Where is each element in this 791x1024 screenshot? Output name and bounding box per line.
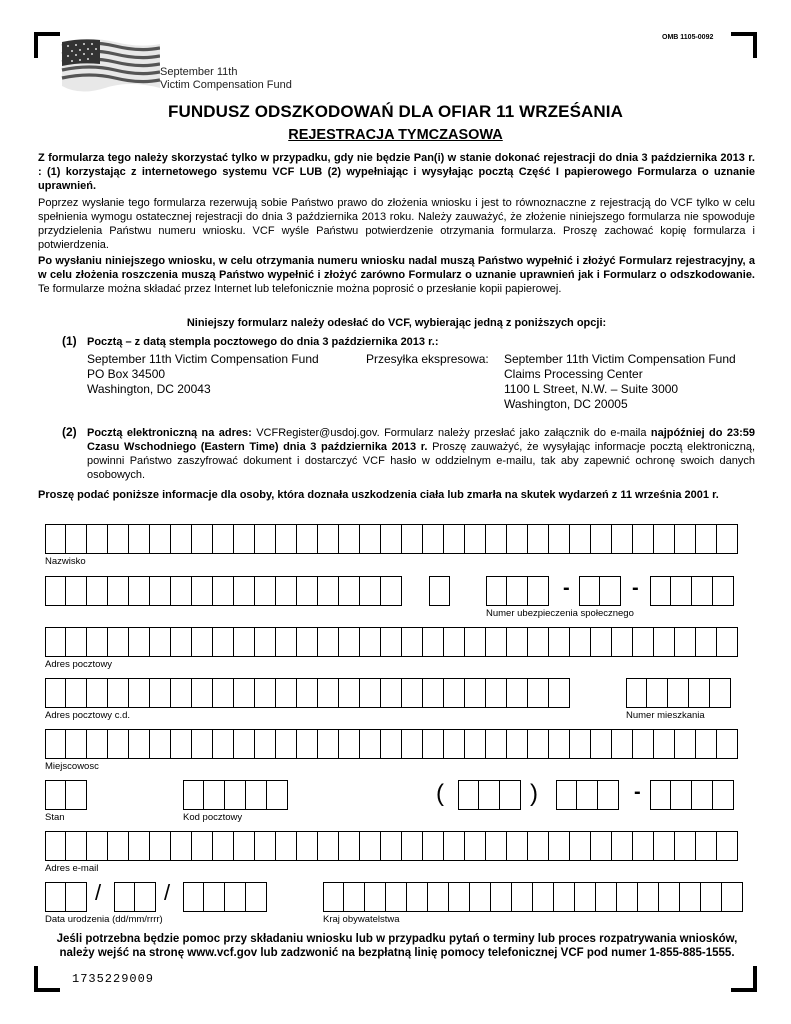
logo-text: September 11th Victim Compensation Fund — [160, 66, 292, 91]
dob-slash: / — [164, 880, 171, 905]
country-boxes[interactable] — [323, 882, 743, 912]
corner-mark — [34, 966, 60, 992]
entry-box[interactable] — [45, 729, 66, 759]
entry-box[interactable] — [234, 627, 255, 657]
entry-box[interactable] — [246, 882, 267, 912]
surname-label: Nazwisko — [45, 556, 86, 567]
entry-box[interactable] — [108, 627, 129, 657]
entry-box[interactable] — [66, 576, 87, 606]
entry-box[interactable] — [612, 627, 633, 657]
entry-box[interactable] — [717, 729, 738, 759]
entry-box[interactable] — [570, 831, 591, 861]
info-instruction: Proszę podać poniższe informacje dla osoby, która doznała uszkodzenia ciała lub zmarła na skutek wydarzeń z 11 września 2001 r. — [38, 489, 719, 501]
entry-box[interactable] — [596, 882, 617, 912]
entry-box[interactable] — [255, 627, 276, 657]
entry-box[interactable] — [381, 729, 402, 759]
entry-box[interactable] — [512, 882, 533, 912]
entry-box[interactable] — [213, 524, 234, 554]
option2-number: (2) — [62, 425, 77, 439]
entry-box[interactable] — [171, 729, 192, 759]
entry-box[interactable] — [386, 882, 407, 912]
entry-box[interactable] — [66, 678, 87, 708]
entry-box[interactable] — [234, 831, 255, 861]
entry-box[interactable] — [465, 524, 486, 554]
option1-number: (1) — [62, 334, 77, 348]
dob-label: Data urodzenia (dd/mm/rrrr) — [45, 914, 163, 925]
entry-box[interactable] — [66, 524, 87, 554]
entry-box[interactable] — [591, 729, 612, 759]
entry-box[interactable] — [575, 882, 596, 912]
entry-box[interactable] — [45, 627, 66, 657]
express-address: September 11th Victim Compensation Fund Claims Processing Center 1100 L Street, N.W. – Suite 3000 Washington, DC 20005 — [504, 352, 736, 411]
entry-box[interactable] — [654, 729, 675, 759]
mail-address: September 11th Victim Compensation Fund PO Box 34500 Washington, DC 20043 — [87, 352, 319, 396]
page-subtitle: REJESTRACJA TYMCZASOWA — [288, 127, 503, 143]
entry-box[interactable] — [713, 576, 734, 606]
entry-box[interactable] — [617, 882, 638, 912]
entry-box[interactable] — [204, 780, 225, 810]
entry-box[interactable] — [344, 882, 365, 912]
ssn-part3-boxes[interactable] — [650, 576, 734, 606]
entry-box[interactable] — [171, 627, 192, 657]
entry-box[interactable] — [671, 576, 692, 606]
entry-box[interactable] — [255, 678, 276, 708]
entry-box[interactable] — [45, 831, 66, 861]
address2-label: Adres pocztowy c.d. — [45, 710, 131, 721]
entry-box[interactable] — [713, 780, 734, 810]
entry-box[interactable] — [183, 882, 204, 912]
entry-box[interactable] — [486, 729, 507, 759]
intro-paragraph: Z formularza tego należy skorzystać tylko w przypadku, gdy nie będzie Pan(i) w stanie dokonać rejestracji do dnia 3 października 2013 r. : (1) korzystając z internetowego systemu VCF LUB (2) wypełniając i wysyłając pocztą Część I papierowego Formularza o uznanie uprawnień. — [38, 152, 755, 192]
entry-box[interactable] — [339, 678, 360, 708]
entry-box[interactable] — [234, 678, 255, 708]
entry-box[interactable] — [549, 831, 570, 861]
entry-box[interactable] — [486, 576, 507, 606]
entry-box[interactable] — [556, 780, 577, 810]
entry-box[interactable] — [486, 524, 507, 554]
express-label: Przesyłka ekspresowa: — [366, 352, 489, 366]
entry-box[interactable] — [114, 882, 135, 912]
entry-box[interactable] — [213, 627, 234, 657]
entry-box[interactable] — [365, 882, 386, 912]
entry-box[interactable] — [692, 780, 713, 810]
entry-box[interactable] — [407, 882, 428, 912]
entry-box[interactable] — [150, 729, 171, 759]
entry-box[interactable] — [507, 576, 528, 606]
entry-box[interactable] — [717, 524, 738, 554]
entry-box[interactable] — [423, 627, 444, 657]
entry-box[interactable] — [549, 678, 570, 708]
entry-box[interactable] — [318, 576, 339, 606]
entry-box[interactable] — [549, 627, 570, 657]
entry-box[interactable] — [234, 576, 255, 606]
entry-box[interactable] — [633, 729, 654, 759]
entry-box[interactable] — [507, 729, 528, 759]
next-steps-paragraph: Po wysłaniu niniejszego wniosku, w celu otrzymania numeru wniosku nadal muszą Państwo wypełnić i złożyć Formularz rejestracyjny, a w celu złożenia roszczenia muszą Państwo wypełnić i złożyć zarówno Formularz o uznanie uprawnień jak i Formularz o odszkodowanie. Te formularze można składać przez Internet lub telefonicznie można poprosić o przesłanie kopii papierowej. — [38, 255, 755, 295]
entry-box[interactable] — [297, 831, 318, 861]
option1-title: Pocztą – z datą stempla pocztowego do dnia 3 października 2013 r.: — [87, 336, 439, 348]
entry-box[interactable] — [129, 831, 150, 861]
entry-box[interactable] — [108, 576, 129, 606]
entry-box[interactable] — [87, 831, 108, 861]
entry-box[interactable] — [554, 882, 575, 912]
entry-box[interactable] — [381, 524, 402, 554]
help-text: Jeśli potrzebna będzie pomoc przy składaniu wniosku lub w przypadku pytań o terminy lub proces rozpatrywania wniosków, należy wejść na stronę www.vcf.gov lub zadzwonić na bezpłatną linię pomocy telefonicznej VCF pod numer 1-855-885-1555. — [56, 933, 738, 959]
entry-box[interactable] — [297, 627, 318, 657]
entry-box[interactable] — [654, 627, 675, 657]
entry-box[interactable] — [638, 882, 659, 912]
entry-box[interactable] — [381, 831, 402, 861]
entry-box[interactable] — [444, 627, 465, 657]
entry-box[interactable] — [192, 678, 213, 708]
city-boxes[interactable] — [45, 729, 738, 759]
entry-box[interactable] — [45, 678, 66, 708]
entry-box[interactable] — [458, 780, 479, 810]
entry-box[interactable] — [528, 729, 549, 759]
page-title: FUNDUSZ ODSZKODOWAŃ DLA OFIAR 11 WRZEŚANIA — [167, 102, 623, 121]
entry-box[interactable] — [297, 678, 318, 708]
entry-box[interactable] — [444, 831, 465, 861]
entry-box[interactable] — [549, 729, 570, 759]
entry-box[interactable] — [423, 729, 444, 759]
address-label: Adres pocztowy — [45, 659, 113, 670]
entry-box[interactable] — [444, 678, 465, 708]
phone-paren-close: ) — [530, 780, 538, 807]
entry-box[interactable] — [267, 780, 288, 810]
entry-box[interactable] — [675, 627, 696, 657]
vcf-email-link[interactable]: VCFRegister@usdoj.gov. — [251, 427, 380, 439]
entry-box[interactable] — [150, 524, 171, 554]
dob-year-boxes[interactable] — [183, 882, 267, 912]
dob-slash: / — [95, 880, 102, 905]
entry-box[interactable] — [423, 524, 444, 554]
entry-box[interactable] — [402, 729, 423, 759]
entry-box[interactable] — [717, 627, 738, 657]
entry-box[interactable] — [402, 524, 423, 554]
address2-boxes[interactable] — [45, 678, 570, 708]
entry-box[interactable] — [647, 678, 668, 708]
entry-box[interactable] — [570, 729, 591, 759]
entry-box[interactable] — [276, 524, 297, 554]
entry-box[interactable] — [701, 882, 722, 912]
entry-box[interactable] — [360, 831, 381, 861]
entry-box[interactable] — [360, 627, 381, 657]
entry-box[interactable] — [213, 576, 234, 606]
phone-line-boxes[interactable] — [650, 780, 734, 810]
entry-box[interactable] — [722, 882, 743, 912]
entry-box[interactable] — [276, 576, 297, 606]
zip-label: Kod pocztowy — [183, 812, 243, 823]
entry-box[interactable] — [171, 524, 192, 554]
entry-box[interactable] — [600, 576, 621, 606]
entry-box[interactable] — [297, 576, 318, 606]
ssn-dash: - — [632, 577, 639, 599]
omb-number: OMB 1105-0092 — [662, 34, 714, 41]
entry-box[interactable] — [423, 831, 444, 861]
entry-box[interactable] — [255, 729, 276, 759]
ssn-part1-boxes[interactable] — [486, 576, 549, 606]
entry-box[interactable] — [528, 678, 549, 708]
entry-box[interactable] — [87, 678, 108, 708]
entry-box[interactable] — [444, 729, 465, 759]
entry-box[interactable] — [675, 831, 696, 861]
entry-box[interactable] — [696, 524, 717, 554]
country-label: Kraj obywatelstwa — [323, 914, 400, 925]
entry-box[interactable] — [692, 576, 713, 606]
entry-box[interactable] — [339, 729, 360, 759]
entry-box[interactable] — [402, 678, 423, 708]
entry-box[interactable] — [528, 524, 549, 554]
surname-boxes[interactable] — [45, 524, 738, 554]
entry-box[interactable] — [710, 678, 731, 708]
entry-box[interactable] — [45, 524, 66, 554]
phone-dash: - — [634, 781, 641, 803]
entry-box[interactable] — [680, 882, 701, 912]
entry-box[interactable] — [528, 831, 549, 861]
entry-box[interactable] — [234, 524, 255, 554]
entry-box[interactable] — [150, 576, 171, 606]
entry-box[interactable] — [654, 831, 675, 861]
entry-box[interactable] — [339, 627, 360, 657]
entry-box[interactable] — [129, 678, 150, 708]
entry-box[interactable] — [360, 576, 381, 606]
entry-box[interactable] — [675, 729, 696, 759]
dob-day-boxes[interactable] — [45, 882, 87, 912]
entry-box[interactable] — [276, 831, 297, 861]
entry-box[interactable] — [449, 882, 470, 912]
entry-box[interactable] — [339, 831, 360, 861]
phone-area-boxes[interactable] — [458, 780, 521, 810]
entry-box[interactable] — [381, 576, 402, 606]
entry-box[interactable] — [696, 729, 717, 759]
entry-box[interactable] — [276, 678, 297, 708]
entry-box[interactable] — [500, 780, 521, 810]
entry-box[interactable] — [633, 627, 654, 657]
entry-box[interactable] — [470, 882, 491, 912]
send-instruction: Niniejszy formularz należy odesłać do VCF, wybierając jedną z poniższych opcji: — [186, 317, 607, 329]
entry-box[interactable] — [612, 524, 633, 554]
entry-box[interactable] — [66, 780, 87, 810]
entry-box[interactable] — [533, 882, 554, 912]
entry-box[interactable] — [129, 729, 150, 759]
corner-mark — [34, 32, 60, 58]
entry-box[interactable] — [465, 678, 486, 708]
entry-box[interactable] — [577, 780, 598, 810]
entry-box[interactable] — [650, 780, 671, 810]
entry-box[interactable] — [318, 678, 339, 708]
entry-box[interactable] — [591, 831, 612, 861]
entry-box[interactable] — [675, 524, 696, 554]
entry-box[interactable] — [150, 627, 171, 657]
entry-box[interactable] — [402, 627, 423, 657]
phone-paren-open: ( — [436, 780, 444, 807]
entry-box[interactable] — [671, 780, 692, 810]
entry-box[interactable] — [192, 831, 213, 861]
entry-box[interactable] — [507, 831, 528, 861]
entry-box[interactable] — [507, 627, 528, 657]
entry-box[interactable] — [318, 729, 339, 759]
entry-box[interactable] — [192, 729, 213, 759]
entry-box[interactable] — [591, 627, 612, 657]
entry-box[interactable] — [654, 524, 675, 554]
entry-box[interactable] — [45, 780, 66, 810]
address-boxes[interactable] — [45, 627, 738, 657]
entry-box[interactable] — [429, 576, 450, 606]
apartment-boxes[interactable] — [626, 678, 731, 708]
entry-box[interactable] — [255, 524, 276, 554]
entry-box[interactable] — [150, 678, 171, 708]
middle-initial-box[interactable] — [429, 576, 450, 606]
entry-box[interactable] — [192, 524, 213, 554]
ssn-dash: - — [563, 577, 570, 599]
entry-box[interactable] — [87, 524, 108, 554]
entry-box[interactable] — [297, 729, 318, 759]
entry-box[interactable] — [465, 627, 486, 657]
entry-box[interactable] — [192, 576, 213, 606]
entry-box[interactable] — [507, 524, 528, 554]
entry-box[interactable] — [360, 729, 381, 759]
entry-box[interactable] — [204, 882, 225, 912]
form-number: 1735229009 — [72, 972, 155, 986]
entry-box[interactable] — [108, 678, 129, 708]
entry-box[interactable] — [318, 831, 339, 861]
state-boxes[interactable] — [45, 780, 87, 810]
entry-box[interactable] — [428, 882, 449, 912]
entry-box[interactable] — [423, 678, 444, 708]
entry-box[interactable] — [612, 729, 633, 759]
entry-box[interactable] — [135, 882, 156, 912]
apartment-label: Numer mieszkania — [626, 710, 705, 721]
entry-box[interactable] — [549, 524, 570, 554]
entry-box[interactable] — [465, 831, 486, 861]
first-name-boxes[interactable] — [45, 576, 402, 606]
reservation-paragraph: Poprzez wysłanie tego formularza rezerwują sobie Państwo prawo do złożenia wniosku i jest to równoznaczne z rejestracją do VCF tylko w celu spełnienia wymogu ostatecznej rejestracji do dnia 3 października 2013 roku. Należy zauważyć, że złożenie niniejszego formularza nie spowoduje przydzielenia Państwu numeru wniosku. VCF wyśle Państwu potwierdzenie otrzymania formularza. Proszę zachować kopię formularza i potwierdzenia. — [38, 197, 755, 251]
entry-box[interactable] — [255, 831, 276, 861]
entry-box[interactable] — [360, 678, 381, 708]
state-label: Stan — [45, 812, 65, 823]
entry-box[interactable] — [255, 576, 276, 606]
entry-box[interactable] — [276, 627, 297, 657]
entry-box[interactable] — [297, 524, 318, 554]
entry-box[interactable] — [87, 576, 108, 606]
entry-box[interactable] — [108, 729, 129, 759]
entry-box[interactable] — [192, 627, 213, 657]
entry-box[interactable] — [323, 882, 344, 912]
entry-box[interactable] — [659, 882, 680, 912]
entry-box[interactable] — [87, 627, 108, 657]
entry-box[interactable] — [171, 831, 192, 861]
entry-box[interactable] — [696, 627, 717, 657]
entry-box[interactable] — [570, 627, 591, 657]
entry-box[interactable] — [486, 831, 507, 861]
entry-box[interactable] — [87, 729, 108, 759]
entry-box[interactable] — [360, 524, 381, 554]
flag-logo-icon — [60, 36, 160, 92]
entry-box[interactable] — [129, 627, 150, 657]
entry-box[interactable] — [626, 678, 647, 708]
entry-box[interactable] — [633, 831, 654, 861]
entry-box[interactable] — [318, 627, 339, 657]
entry-box[interactable] — [213, 678, 234, 708]
entry-box[interactable] — [591, 524, 612, 554]
phone-prefix-boxes[interactable] — [556, 780, 619, 810]
entry-box[interactable] — [717, 831, 738, 861]
entry-box[interactable] — [150, 831, 171, 861]
entry-box[interactable] — [183, 780, 204, 810]
entry-box[interactable] — [66, 831, 87, 861]
entry-box[interactable] — [108, 524, 129, 554]
entry-box[interactable] — [66, 627, 87, 657]
entry-box[interactable] — [491, 882, 512, 912]
entry-box[interactable] — [234, 729, 255, 759]
entry-box[interactable] — [171, 678, 192, 708]
entry-box[interactable] — [129, 576, 150, 606]
entry-box[interactable] — [225, 780, 246, 810]
entry-box[interactable] — [381, 678, 402, 708]
entry-box[interactable] — [66, 729, 87, 759]
entry-box[interactable] — [579, 576, 600, 606]
entry-box[interactable] — [318, 524, 339, 554]
ssn-label: Numer ubezpieczenia społecznego — [486, 608, 634, 619]
entry-box[interactable] — [213, 729, 234, 759]
option2-text: Pocztą elektroniczną na adres: VCFRegister@usdoj.gov. Formularz należy przesłać jako załącznik do e-maila najpóźniej do 23:59 Czasu Wschodniego (Eastern Time) dnia 3 października 2013 r. Proszę zauważyć, że wysyłając informacje pocztą elektroniczną, powinni Państwo zaszyfrować dokument i dostarczyć VCF hasło w oddzielnym e-mailu, tak aby zapewnić ochronę swoich danych osobowych. — [87, 427, 756, 481]
entry-box[interactable] — [276, 729, 297, 759]
entry-box[interactable] — [650, 576, 671, 606]
entry-box[interactable] — [246, 780, 267, 810]
entry-box[interactable] — [339, 524, 360, 554]
entry-box[interactable] — [66, 882, 87, 912]
entry-box[interactable] — [108, 831, 129, 861]
entry-box[interactable] — [45, 882, 66, 912]
entry-box[interactable] — [465, 729, 486, 759]
email-boxes[interactable] — [45, 831, 738, 861]
entry-box[interactable] — [129, 524, 150, 554]
city-label: Miejscowosc — [45, 761, 99, 772]
entry-box[interactable] — [402, 831, 423, 861]
entry-box[interactable] — [689, 678, 710, 708]
entry-box[interactable] — [633, 524, 654, 554]
entry-box[interactable] — [339, 576, 360, 606]
entry-box[interactable] — [444, 524, 465, 554]
entry-box[interactable] — [612, 831, 633, 861]
dob-month-boxes[interactable] — [114, 882, 156, 912]
entry-box[interactable] — [45, 576, 66, 606]
zip-boxes[interactable] — [183, 780, 288, 810]
entry-box[interactable] — [570, 524, 591, 554]
corner-mark — [731, 32, 757, 58]
entry-box[interactable] — [528, 576, 549, 606]
entry-box[interactable] — [598, 780, 619, 810]
entry-box[interactable] — [479, 780, 500, 810]
entry-box[interactable] — [668, 678, 689, 708]
entry-box[interactable] — [486, 627, 507, 657]
ssn-part2-boxes[interactable] — [579, 576, 621, 606]
entry-box[interactable] — [696, 831, 717, 861]
email-label: Adres e-mail — [45, 863, 99, 874]
entry-box[interactable] — [225, 882, 246, 912]
entry-box[interactable] — [171, 576, 192, 606]
corner-mark — [731, 966, 757, 992]
entry-box[interactable] — [507, 678, 528, 708]
entry-box[interactable] — [486, 678, 507, 708]
entry-box[interactable] — [213, 831, 234, 861]
entry-box[interactable] — [528, 627, 549, 657]
entry-box[interactable] — [381, 627, 402, 657]
